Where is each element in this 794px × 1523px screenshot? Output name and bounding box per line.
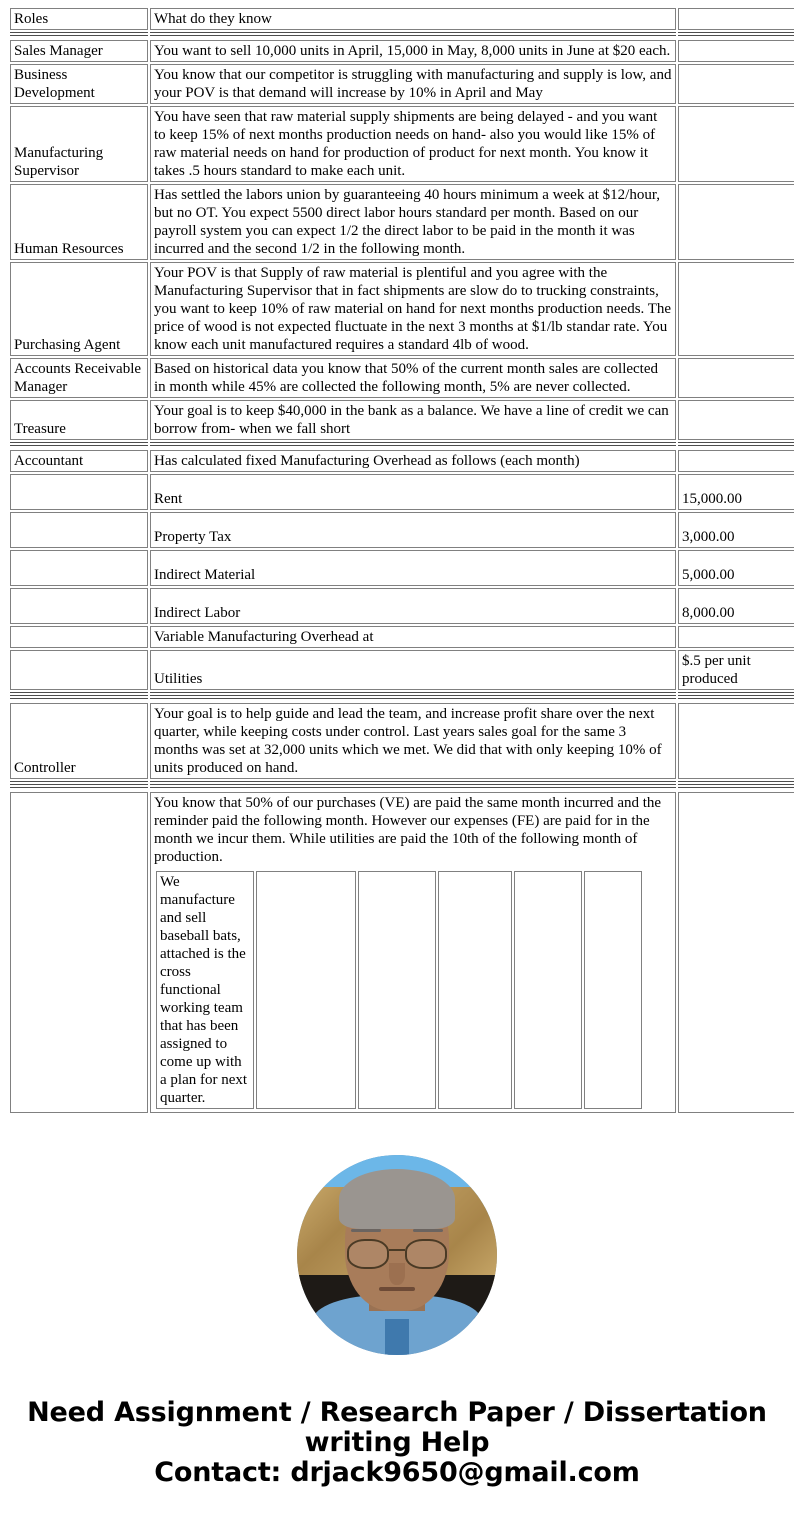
amount-cell bbox=[678, 64, 794, 104]
variable-overhead-row bbox=[10, 650, 794, 690]
knowledge-cell: Based on historical data you know that 50% of the current month sales are collected in month while 45% are collected the following month, 5% are never collected. bbox=[150, 358, 676, 398]
footer-line-3: Contact: drjack9650@gmail.com bbox=[154, 1457, 640, 1488]
knowledge-cell: Your POV is that Supply of raw material is plentiful and you agree with the Manufacturing Supervisor that in fact shipments are slow do to trucking constraints, you want to keep 10% of raw material on hand for next months production needs. The price of wood is not expected fluctuate in the next 3 months at $1/lb standar rate. You know each unit manufactured requires a standard 4lb of wood. bbox=[150, 262, 676, 356]
payments-row bbox=[10, 792, 794, 1113]
controller-row bbox=[10, 703, 794, 779]
role-cell-empty bbox=[10, 550, 148, 586]
amount-cell bbox=[678, 703, 794, 779]
photo-glasses-bridge bbox=[389, 1249, 405, 1251]
amount-cell bbox=[678, 40, 794, 62]
role-cell-empty bbox=[10, 512, 148, 548]
variable-overhead-header-row bbox=[10, 626, 794, 648]
role-cell: Manufacturing Supervisor bbox=[10, 106, 148, 182]
knowledge-cell: Has settled the labors union by guaranteeing 40 hours minimum a week at $12/hour, but no OT. You expect 5500 direct labor hours standard per month. Based on our payroll system you can expect 1/2 the direct labor to be paid in the month it was incurred and the second 1/2 in the following month. bbox=[150, 184, 676, 260]
overhead-label-cell: Indirect Material bbox=[150, 550, 676, 586]
team-cell bbox=[256, 871, 356, 1109]
header-separator bbox=[10, 32, 794, 38]
sep-cell-2 bbox=[150, 781, 676, 790]
overhead-amount-cell: 15,000.00 bbox=[678, 474, 794, 510]
role-cell-accountant: Accountant bbox=[10, 450, 148, 472]
role-cell-empty bbox=[10, 626, 148, 648]
table-row bbox=[10, 400, 794, 440]
role-cell-empty bbox=[10, 474, 148, 510]
sep-cell-3 bbox=[678, 442, 794, 448]
knowledge-cell: You know that our competitor is struggling with manufacturing and supply is low, and your POV is that demand will increase by 10% in April and May bbox=[150, 64, 676, 104]
knowledge-cell: Your goal is to help guide and lead the team, and increase profit share over the next quarter, while keeping costs under control. Last years sales goal for the same 3 months was set at 32,000 units which we met. We did that with only keeping 10% of units produced on hand. bbox=[150, 703, 676, 779]
sep-cell-1 bbox=[10, 692, 148, 701]
working-team-table bbox=[154, 869, 644, 1111]
team-cell bbox=[584, 871, 642, 1109]
photo-eyebrow-left bbox=[351, 1229, 381, 1232]
profile-photo bbox=[297, 1155, 497, 1355]
amount-cell bbox=[678, 262, 794, 356]
amount-cell bbox=[678, 184, 794, 260]
sep-cell-3 bbox=[678, 781, 794, 790]
amount-cell bbox=[678, 626, 794, 648]
table-row bbox=[10, 262, 794, 356]
variable-overhead-label-cell: Variable Manufacturing Overhead at bbox=[150, 626, 676, 648]
utilities-amount-cell: $.5 per unit produced bbox=[678, 650, 794, 690]
photo-mouth bbox=[379, 1287, 415, 1291]
role-cell: Human Resources bbox=[10, 184, 148, 260]
sep-cell-1 bbox=[10, 32, 148, 38]
accountant-row bbox=[10, 450, 794, 472]
role-cell: Treasure bbox=[10, 400, 148, 440]
role-cell: Purchasing Agent bbox=[10, 262, 148, 356]
role-cell-empty bbox=[10, 792, 148, 1113]
amount-cell bbox=[678, 106, 794, 182]
avatar bbox=[297, 1155, 497, 1355]
sep-cell-3 bbox=[678, 692, 794, 701]
amount-cell bbox=[678, 358, 794, 398]
footer-advert bbox=[0, 1398, 794, 1488]
role-cell: Business Development bbox=[10, 64, 148, 104]
team-table-row bbox=[156, 871, 642, 1109]
utilities-label-cell: Utilities bbox=[150, 650, 676, 690]
amount-cell bbox=[678, 450, 794, 472]
amount-cell bbox=[678, 792, 794, 1113]
sep-cell-2 bbox=[150, 442, 676, 448]
sep-cell-3 bbox=[678, 32, 794, 38]
header-cell-roles: Roles bbox=[10, 8, 148, 30]
team-cell bbox=[358, 871, 436, 1109]
payments-knowledge-cell bbox=[150, 792, 676, 1113]
team-cell: We manufacture and sell baseball bats, attached is the cross functional working team that has been assigned to come up with a plan for next quarter. bbox=[156, 871, 254, 1109]
footer-line-2: writing Help bbox=[304, 1427, 490, 1458]
photo-glasses-right-lens bbox=[405, 1239, 447, 1269]
sep-cell-2 bbox=[150, 32, 676, 38]
knowledge-cell: You want to sell 10,000 units in April, 15,000 in May, 8,000 units in June at $20 each. bbox=[150, 40, 676, 62]
amount-cell bbox=[678, 400, 794, 440]
overhead-amount-cell: 3,000.00 bbox=[678, 512, 794, 548]
role-cell-controller: Controller bbox=[10, 703, 148, 779]
table-row bbox=[10, 106, 794, 182]
table-row bbox=[10, 358, 794, 398]
overhead-row bbox=[10, 588, 794, 624]
knowledge-cell: You have seen that raw material supply shipments are being delayed - and you want to keep 15% of next months production needs on hand- also you would like 15% of raw material needs on hand for production of product for next month. You know it takes .5 hours standard to make each unit. bbox=[150, 106, 676, 182]
overhead-row bbox=[10, 512, 794, 548]
header-cell-amount bbox=[678, 8, 794, 30]
role-cell: Sales Manager bbox=[10, 40, 148, 62]
photo-glasses-left-lens bbox=[347, 1239, 389, 1269]
role-cell: Accounts Receivable Manager bbox=[10, 358, 148, 398]
accountant-separator bbox=[10, 442, 794, 448]
header-cell-knowledge: What do they know bbox=[150, 8, 676, 30]
table-row bbox=[10, 40, 794, 62]
overhead-amount-cell: 8,000.00 bbox=[678, 588, 794, 624]
sep-cell-1 bbox=[10, 781, 148, 790]
sep-cell-2 bbox=[150, 692, 676, 701]
overhead-label-cell: Rent bbox=[150, 474, 676, 510]
sep-cell-1 bbox=[10, 442, 148, 448]
overhead-label-cell: Property Tax bbox=[150, 512, 676, 548]
overhead-amount-cell: 5,000.00 bbox=[678, 550, 794, 586]
accountant-intro-cell: Has calculated fixed Manufacturing Overhead as follows (each month) bbox=[150, 450, 676, 472]
footer-line-1: Need Assignment / Research Paper / Dissertation bbox=[27, 1397, 767, 1428]
team-cell bbox=[438, 871, 512, 1109]
photo-nose bbox=[389, 1263, 405, 1285]
role-cell-empty bbox=[10, 588, 148, 624]
photo-tie bbox=[385, 1319, 409, 1355]
payments-text: You know that 50% of our purchases (VE) are paid the same month incurred and the reminder paid the following month. However our expenses (FE) are paid for in the month we incur them. While utilities are paid the 10th of the following month of production. bbox=[154, 795, 662, 865]
table-row bbox=[10, 184, 794, 260]
knowledge-cell: Your goal is to keep $40,000 in the bank as a balance. We have a line of credit we can borrow from- when we fall short bbox=[150, 400, 676, 440]
controller-separator-top bbox=[10, 692, 794, 701]
photo-eyebrow-right bbox=[413, 1229, 443, 1232]
payments-separator-top bbox=[10, 781, 794, 790]
table-header-row bbox=[10, 8, 794, 30]
overhead-label-cell: Indirect Labor bbox=[150, 588, 676, 624]
role-cell-empty bbox=[10, 650, 148, 690]
photo-hair bbox=[339, 1169, 455, 1229]
overhead-row bbox=[10, 550, 794, 586]
roles-knowledge-table bbox=[8, 6, 794, 1115]
team-cell bbox=[514, 871, 582, 1109]
overhead-row bbox=[10, 474, 794, 510]
table-row bbox=[10, 64, 794, 104]
